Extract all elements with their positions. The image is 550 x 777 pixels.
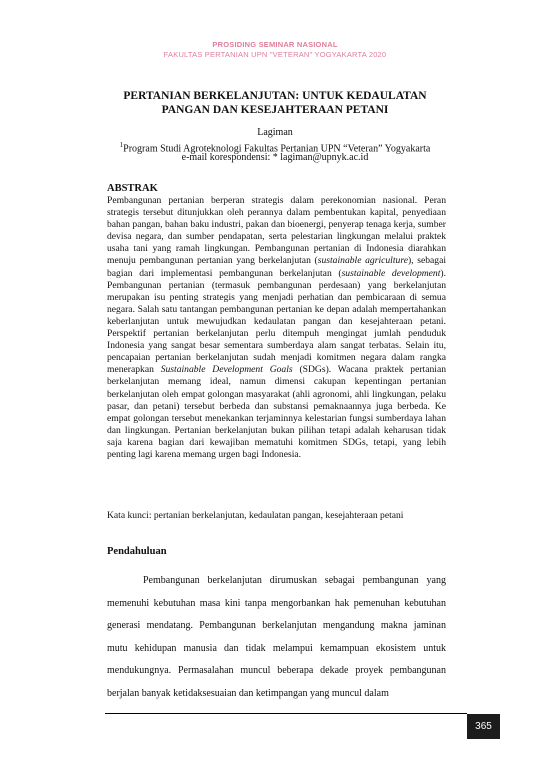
- journal-header-title: PROSIDING SEMINAR NASIONAL: [212, 40, 338, 49]
- abstract-body: [107, 195, 446, 461]
- paper-title-line-1: PERTANIAN BERKELANJUTAN: UNTUK KEDAULATAN: [123, 90, 427, 102]
- section-heading: Pendahuluan: [107, 546, 167, 557]
- page-number: 365: [467, 714, 500, 739]
- abstract-text-1: Pembangunan pertanian berperan strategis dalam perekonomian nasional. Peran strategis tersebut ditunjukkan oleh perannya dalam pembentukan kapital, penyediaan bahan pangan, bahan baku industri, pakan dan bioenergi, penyerap tenaga kerja, sumber devisa negara, dan sumber pendapatan, serta pelestarian lingkungan melalui praktek usaha tani yang ramah lingkungan. Pembangunan pertanian di Indonesia diarahkan menuju pembangunan pertanian yang berkelanjutan (: [107, 195, 446, 267]
- abstract-italic-1: sustainable agriculture: [317, 255, 408, 267]
- journal-header-subtitle: FAKULTAS PERTANIAN UPN "VETERAN" YOGYAKARTA 2020: [163, 50, 387, 59]
- affiliation-superscript: 1: [119, 141, 124, 149]
- abstract-text-3: ). Pembangunan pertanian (termasuk pembangunan perdesaan) yang berkelanjutan merupakan isu penting strategis yang menjadi perhatian dan pembicaraan di semua negara. Salah satu tantangan pembangunan pertanian ke depan adalah mempertahankan keberlanjutan untuk mewujudkan kedaulatan pangan dan kesejahteraan petani. Perspektif pertanian berkelanjutan perlu ditempuh mengingat jumlah penduduk Indonesia yang sangat besar sementara sumberdaya alam sangat terbatas. Selain itu, pencapaian pertanian berkelanjutan sudah menjadi komitmen negara dalam rangka menerapkan: [107, 267, 446, 376]
- author-name: Lagiman: [257, 127, 293, 138]
- abstract-heading: ABSTRAK: [107, 183, 158, 194]
- abstract-text-2: ), sebagai bagian dari implementasi pembangunan berkelanjutan (: [107, 255, 446, 279]
- paper-title-line-2: PANGAN DAN KESEJAHTERAAN PETANI: [161, 104, 389, 116]
- keywords: Kata kunci: pertanian berkelanjutan, kedaulatan pangan, kesejahteraan petani: [107, 510, 404, 521]
- abstract-italic-2: sustainable development: [341, 267, 441, 279]
- abstract-italic-3: Sustainable Development Goals: [160, 364, 293, 376]
- footer-rule: [105, 713, 467, 714]
- paper-title: [60, 89, 490, 117]
- corresponding-email: e-mail korespondensi: * lagiman@upnyk.ac.id: [181, 152, 369, 163]
- section-paragraph: Pembangunan berkelanjutan dirumuskan sebagai pembangunan yang memenuhi kebutuhan masa kini tanpa mengorbankan hak pemenuhan kebutuhan generasi mendatang. Pembangunan berkelanjutan mengandung makna jaminan mutu kehidupan manusia dan tidak melampui kemampuan ekosistem untuk mendukungnya. Permasalahan muncul beberapa dekade proyek pembangunan berjalan banyak ketidaksesuaian dan ketimpangan yang muncul dalam: [107, 575, 446, 699]
- affiliation-text: Program Studi Agroteknologi Fakultas Pertanian UPN “Veteran” Yogyakarta: [123, 143, 431, 155]
- abstract-text-4: (SDGs). Wacana praktek pertanian berkelanjutan memang ideal, namun dimensi cakupan kepentingan pertanian berkelanjutan oleh empat golongan masyarakat (ahli agronomi, ahli lingkungan, pelaku pasar, dan petani) tersebut berbeda dan substansi pemaknaannya juga berbeda. Ke empat golongan tersebut menekankan terjaminnya kelestarian fungsi sumberdaya lahan dan lingkungan. Pertanian berkelanjutan bukan pilihan tetapi adalah keharusan tidak saja karena bagian dari kewajiban mematuhi komitmen SDGs, tetapi, yang lebih penting lagi karena memang urgen bagi Indonesia.: [107, 364, 447, 460]
